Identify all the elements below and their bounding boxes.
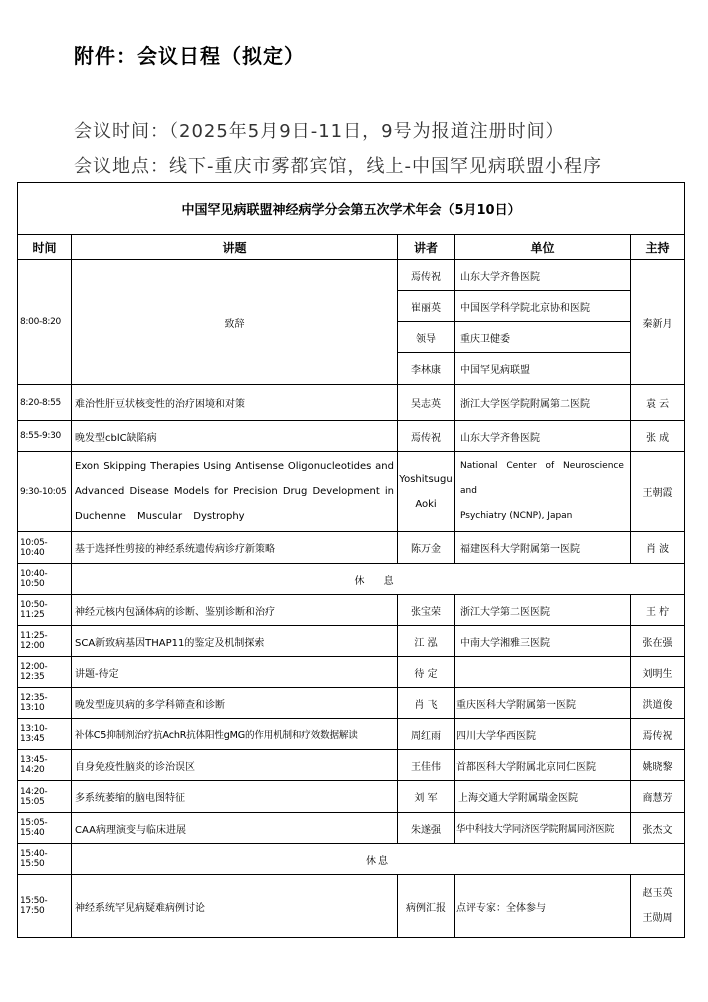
speaker-cell: 焉传祝 (398, 421, 455, 452)
time-cell: 8:20-8:55 (18, 385, 72, 421)
meeting-time: 会议时间：（2025年5月9日-11日，9号为报道注册时间） (74, 121, 565, 142)
speaker-cell: 周红雨 (398, 719, 455, 750)
time-cell: 9:30-10:05 (18, 452, 72, 532)
topic-cell: 难治性肝豆状核变性的治疗困境和对策 (72, 385, 398, 421)
speaker-cell (398, 452, 455, 532)
speaker-cell: 王佳伟 (398, 750, 455, 781)
topic-cell: 自身免疫性脑炎的诊治误区 (72, 750, 398, 781)
speaker-cell: 江 泓 (398, 626, 455, 657)
institution-cell: 山东大学齐鲁医院 (455, 421, 631, 452)
institution-cell: 中国医学科学院北京协和医院 (455, 291, 631, 322)
table-row (18, 260, 685, 291)
institution-line: Psychiatry (NCNP), Japan (460, 511, 573, 521)
topic-cell: 致辞 (72, 260, 398, 385)
chair-cell: 张 成 (631, 421, 685, 452)
table-row (18, 532, 685, 564)
institution-cell: 首都医科大学附属北京同仁医院 (455, 750, 631, 781)
time-cell: 8:00-8:20 (18, 260, 72, 385)
col-header-time: 时间 (18, 235, 72, 260)
topic-line: Duchenne Muscular Dystrophy (75, 511, 245, 522)
time-cell: 13:10-13:45 (18, 719, 72, 750)
institution-cell (455, 452, 631, 532)
speaker-cell: 陈万金 (398, 532, 455, 564)
speaker-cell: 崔丽英 (398, 291, 455, 322)
break-label: 休息 (72, 844, 685, 875)
institution-cell: 上海交通大学附属瑞金医院 (455, 781, 631, 813)
table-row (18, 657, 685, 688)
topic-line: Advanced Disease Models for Precision Drug Development in (75, 486, 394, 497)
time-cell: 8:55-9:30 (18, 421, 72, 452)
break-row (18, 564, 685, 595)
table-header-row (18, 235, 685, 260)
speaker-cell: 领导 (398, 322, 455, 353)
col-header-chair: 主持 (631, 235, 685, 260)
institution-cell: 中南大学湘雅三医院 (455, 626, 631, 657)
topic-cell: 晚发型庞贝病的多学科筛查和诊断 (72, 688, 398, 719)
chair-line: 王勋周 (642, 913, 673, 924)
chair-cell: 王 柠 (631, 595, 685, 626)
schedule-table (17, 182, 685, 938)
time-cell: 10:05-10:40 (18, 532, 72, 564)
col-header-speaker: 讲者 (398, 235, 455, 260)
chair-cell: 王朝霞 (631, 452, 685, 532)
time-cell: 14:20-15:05 (18, 781, 72, 813)
institution-cell: 福建医科大学附属第一医院 (455, 532, 631, 564)
institution-cell: 四川大学华西医院 (455, 719, 631, 750)
time-cell: 15:05-15:40 (18, 813, 72, 844)
chair-cell: 张在强 (631, 626, 685, 657)
speaker-line: Aoki (415, 498, 437, 510)
institution-cell: 浙江大学第二医医院 (455, 595, 631, 626)
speaker-cell: 病例汇报 (398, 875, 455, 938)
break-row (18, 844, 685, 875)
table-row (18, 719, 685, 750)
chair-cell (631, 875, 685, 938)
table-title: 中国罕见病联盟神经病学分会第五次学术年会（5月10日） (18, 183, 685, 235)
speaker-cell: 李林康 (398, 353, 455, 385)
topic-cell: SCA新致病基因THAP11的鉴定及机制探索 (72, 626, 398, 657)
time-cell: 15:50-17:50 (18, 875, 72, 938)
topic-cell: 多系统萎缩的脑电图特征 (72, 781, 398, 813)
table-row (18, 595, 685, 626)
topic-cell: 神经元核内包涵体病的诊断、鉴别诊断和治疗 (72, 595, 398, 626)
institution-cell: 点评专家：全体参与 (455, 875, 631, 938)
institution-cell: 浙江大学医学院附属第二医院 (455, 385, 631, 421)
topic-cell: 基于选择性剪接的神经系统遗传病诊疗新策略 (72, 532, 398, 564)
institution-cell: 重庆卫健委 (455, 322, 631, 353)
meeting-place: 会议地点：线下-重庆市雾都宾馆，线上-中国罕见病联盟小程序 (74, 156, 602, 177)
topic-line: Exon Skipping Therapies Using Antisense Oligonucleotides and (75, 461, 394, 472)
table-row (18, 385, 685, 421)
chair-cell: 张杰文 (631, 813, 685, 844)
col-header-institution: 单位 (455, 235, 631, 260)
speaker-line: Yoshitsugu (399, 473, 453, 485)
chair-cell: 洪道俊 (631, 688, 685, 719)
speaker-cell: 张宝荣 (398, 595, 455, 626)
table-row (18, 421, 685, 452)
institution-cell (455, 657, 631, 688)
col-header-topic: 讲题 (72, 235, 398, 260)
chair-cell: 焉传祝 (631, 719, 685, 750)
table-row (18, 875, 685, 938)
institution-cell: 华中科技大学同济医学院附属同济医院 (455, 813, 631, 844)
table-row (18, 626, 685, 657)
institution-line: National Center of Neuroscience and (460, 461, 624, 496)
institution-cell: 山东大学齐鲁医院 (455, 260, 631, 291)
topic-cell: 补体C5抑制剂治疗抗AchR抗体阳性gMG的作用机制和疗效数据解读 (72, 719, 398, 750)
table-row (18, 688, 685, 719)
topic-cell (72, 452, 398, 532)
institution-cell: 重庆医科大学附属第一医院 (455, 688, 631, 719)
topic-cell: 晚发型cblC缺陷病 (72, 421, 398, 452)
table-row (18, 452, 685, 532)
attachment-title: 附件：会议日程（拟定） (74, 44, 305, 68)
time-cell: 10:40-10:50 (18, 564, 72, 595)
table-title-row (18, 183, 685, 235)
topic-cell: CAA病理演变与临床进展 (72, 813, 398, 844)
topic-cell: 神经系统罕见病疑难病例讨论 (72, 875, 398, 938)
institution-cell: 中国罕见病联盟 (455, 353, 631, 385)
time-cell: 12:00-12:35 (18, 657, 72, 688)
time-cell: 13:45-14:20 (18, 750, 72, 781)
time-cell: 12:35-13:10 (18, 688, 72, 719)
speaker-cell: 吴志英 (398, 385, 455, 421)
time-cell: 15:40-15:50 (18, 844, 72, 875)
chair-cell: 秦新月 (631, 260, 685, 385)
chair-cell: 袁 云 (631, 385, 685, 421)
chair-cell: 刘明生 (631, 657, 685, 688)
chair-line: 赵玉英 (642, 888, 673, 899)
table-row (18, 813, 685, 844)
table-row (18, 781, 685, 813)
speaker-cell: 朱遂强 (398, 813, 455, 844)
time-cell: 11:25-12:00 (18, 626, 72, 657)
speaker-cell: 待 定 (398, 657, 455, 688)
topic-cell: 讲题-待定 (72, 657, 398, 688)
speaker-cell: 焉传祝 (398, 260, 455, 291)
time-cell: 10:50-11:25 (18, 595, 72, 626)
speaker-cell: 肖 飞 (398, 688, 455, 719)
speaker-cell: 刘 军 (398, 781, 455, 813)
chair-cell: 姚晓黎 (631, 750, 685, 781)
table-row (18, 750, 685, 781)
chair-cell: 商慧芳 (631, 781, 685, 813)
chair-cell: 肖 波 (631, 532, 685, 564)
break-label: 休 息 (72, 564, 685, 595)
